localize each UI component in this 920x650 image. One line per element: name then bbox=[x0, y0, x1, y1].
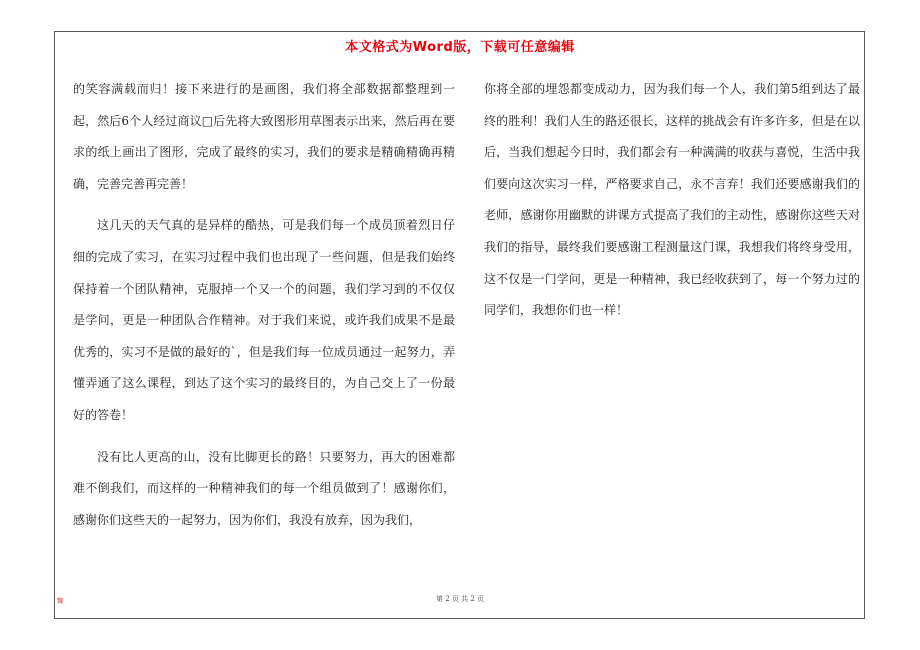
left-column bbox=[73, 74, 455, 546]
corner-mark: 魏 bbox=[57, 598, 64, 605]
paragraph: 你将全部的埋怨都变成动力，因为我们每一个人，我们第5组到达了最终的胜利！我们人生的路还很长，这样的挑战会有许多许多，但是在以后，当我们想起今日时，我们都会有一种满满的收获与喜悦，生活中我们要向这次实习一样，严格要求自己，永不言弃！我们还要感谢我们的老师，感谢你用幽默的讲课方式提高了我们的主动性，感谢你这些天对我们的指导，最终我们要感谢工程测量这门课，我想我们将终身受用，这不仅是一门学问，更是一种精神，我已经收获到了，每一个努力过的同学们，我想你们也一样！ bbox=[484, 82, 860, 318]
paragraph: 的笑容满载而归！接下来进行的是画图，我们将全部数据都整理到一起，然后6个人经过商议□后先将大致图形用草图表示出来，然后再在要求的纸上画出了图形，完成了最终的实习，我们的要求是精确精确再精确，完善完善再完善！ bbox=[73, 82, 455, 191]
right-column bbox=[484, 74, 860, 337]
paragraph: 没有比人更高的山，没有比脚更长的路！只要努力，再大的困难都难不倒我们，而这样的一种精神我们的每一个组员做到了！感谢你们，感谢你们这些天的一起努力，因为你们，我没有放弃，因为我们， bbox=[73, 449, 455, 527]
word-format-banner: 本文格式为Word版，下载可任意编辑 bbox=[345, 40, 575, 55]
page-number: 第 2 页 共 2 页 bbox=[435, 595, 485, 603]
paragraph: 这几天的天气真的是异样的酷热，可是我们每一个成员顶着烈日仔细的完成了实习，在实习过程中我们也出现了一些问题，但是我们始终保持着一个团队精神，克服掉一个又一个的问题，我们学习到的不仅仅是学问，更是一种团队合作精神。对于我们来说，或许我们成果不是最优秀的，实习不是做的最好的`，但是我们每一位成员通过一起努力，弄懂弄通了这么课程，到达了这个实习的最终目的，为自己交上了一份最好的答卷！ bbox=[73, 218, 455, 422]
